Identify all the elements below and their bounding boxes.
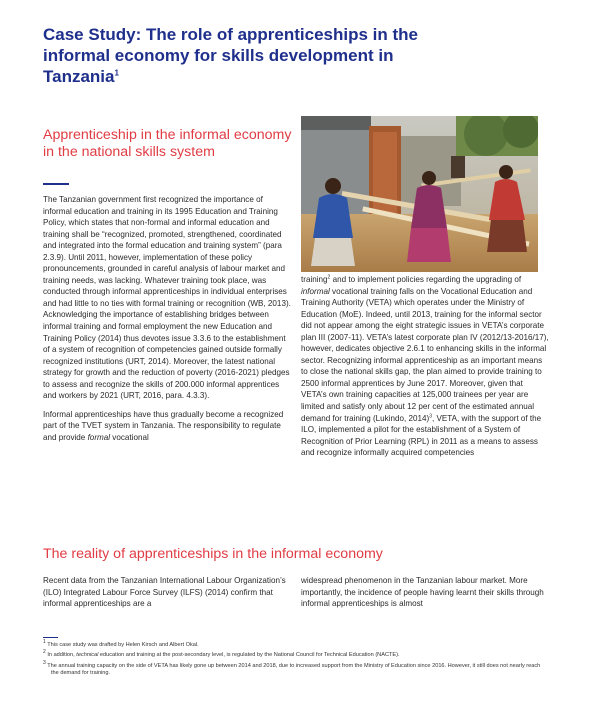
section2-left-column — [43, 575, 293, 617]
paragraph: widespread phenomenon in the Tanzanian labour market. More importantly, the incidence of people having learnt their skills through informal apprenticeships is almost — [301, 576, 544, 609]
section-heading-apprenticeship: Apprenticeship in the informal economy in the national skills system — [43, 127, 292, 160]
section-heading-reality: The reality of apprenticeships in the informal economy — [43, 546, 383, 562]
footnote-1: $^1$ This case study was drafted by Helen Kirsch and Albert Okal. — [43, 639, 199, 648]
footnote-2: $^2$ In addition, technical education and training at the post-secondary level, is regulated by the National Council for Technical Education (NACTE). — [43, 649, 400, 659]
apprentices-photo — [301, 116, 538, 272]
document-title — [43, 24, 423, 87]
footnote-3: $^3$ The annual training capacity on the side of VETA has likely gone up between 2014 and 2018, due to increased support from the Ministry of Education since 2016. However, it still does not nearly reach the demand for training. — [43, 659, 541, 677]
section1-right-column — [301, 274, 549, 466]
footnotes — [43, 639, 548, 681]
paragraph: Recent data from the Tanzanian International Labour Organization’s (ILO) Integrated Labour Force Survey (ILFS) (2014) confirm that informal apprenticeships are a — [43, 576, 286, 609]
section2-right-column — [301, 575, 549, 617]
paragraph: Informal apprenticeships have thus gradually become a recognized part of the TVET system in Tanzania. The responsibility to regulate and provide formal vocational — [43, 409, 284, 442]
heading-divider — [43, 183, 69, 185]
footnote-ref-1: 1 — [114, 68, 119, 78]
footnote-ref-3: 3 — [429, 412, 433, 419]
workshop-photo-illustration — [301, 116, 538, 272]
footnote-divider — [43, 637, 58, 638]
section1-left-column — [43, 194, 293, 450]
paragraph: The Tanzanian government first recognized the importance of informal education and training in its 1995 Education and Training Policy, which states that non-formal and informal education and training shall be “recognized, promoted, strengthened, coordinated and integrated into the formal education and training system” (para 2.3.9). Until 2011, however, implementation of these policy pronouncements, grounded in careful analysis of labour market and training needs, was lacking. Whatever training took place, was conducted through informal apprenticeships in individual enterprises and had little to no ties with formal training or recognition (WB, 2013). Acknowledging the importance of establishing bridges between informal training and formal employment the new Education and Training Policy (2014) thus devotes issue 3.3.6 to the establishment of a system of recognition of competencies gained outside formally recognized institutions (URT, 2014). Moreover, the latest national strategy for growth and the reduction of poverty (2016-2021) pledges to assess and recognize the skills of 200.000 informal apprentices and workers by 2021 (URT, 2016, para. 4.3.3). — [43, 195, 291, 401]
footnote-ref-2: 2 — [327, 274, 331, 281]
document-title-text: Case Study: The role of apprenticeships in the informal economy for skills development in Tanzania — [43, 25, 419, 86]
paragraph: training$^2$ and to implement policies regarding the upgrading of informal vocational training falls on the Vocational Education and Training Authority (VETA) which operates under the Ministry of Education (MoE). Indeed, until 2013, training for the informal sector did not appear among the eight strategic issues in VETA’s corporate plan III (2007-11). VETA’s latest corporate plan IV (2012/13-2016/17), however, dedicates objective 2.6.1 to enhancing skills in the informal sector. Recognizing informal apprenticeship as an important means to close the national skills gap, the plan aimed to provide training to 2500 informal apprentices by June 2017. Moreover, given that VETA’s own training capacities at 125,000 trainees per year are limited and satisfy only about 12 per cent of the estimated annual demand for training (Lukindo, 2014)$^3$, VETA, with the support of the ILO, implemented a pilot for the establishment of a System of Recognition of Prior Learning (RPL) in 2011 as a means to assess and recognize informally acquired competencies — [301, 274, 549, 458]
